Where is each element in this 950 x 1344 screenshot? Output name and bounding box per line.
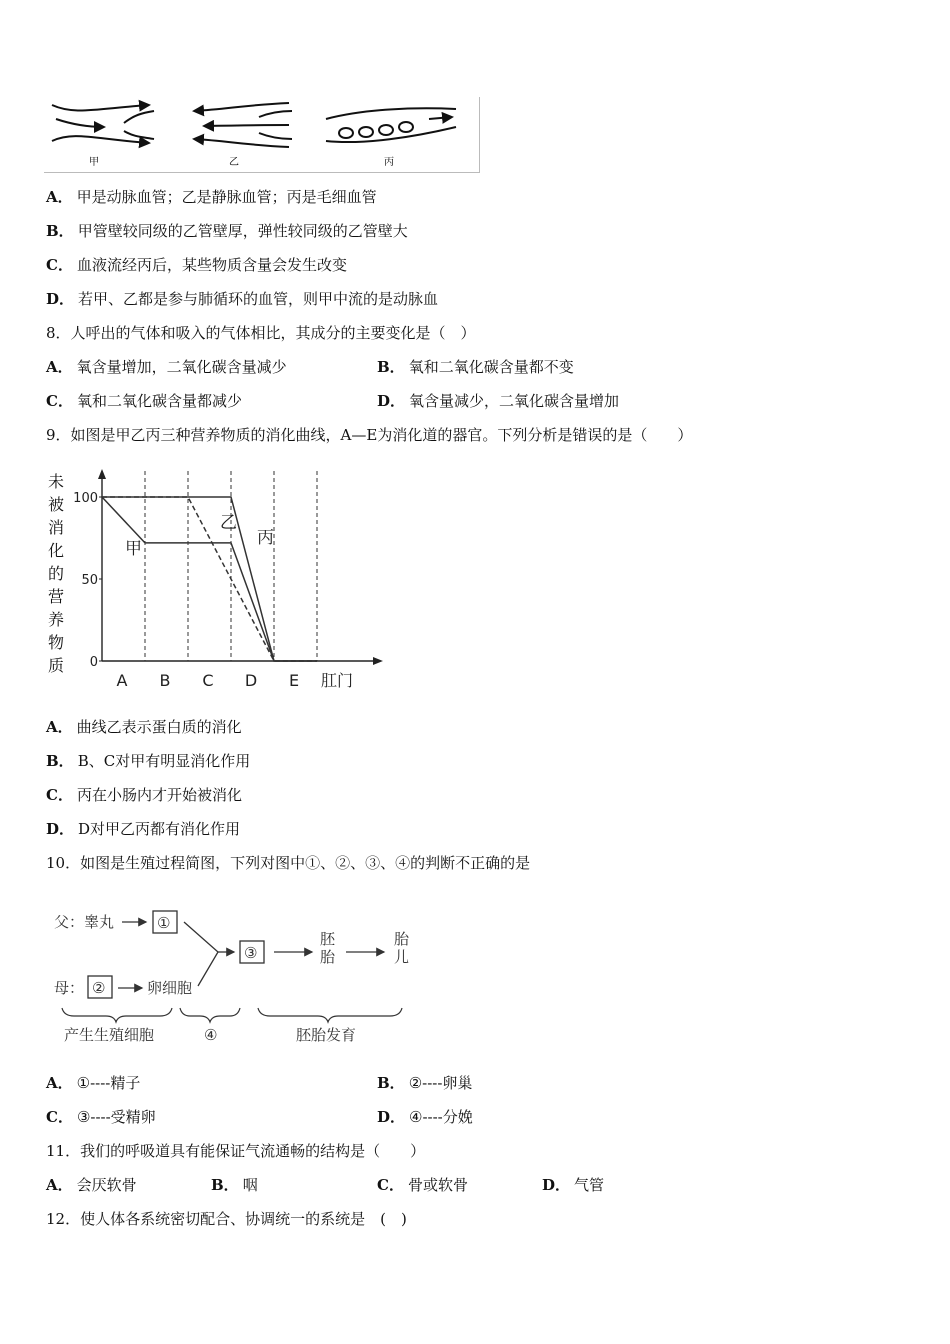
q8-option-c: C． 氧和二氧化碳含量都减少 (46, 392, 242, 410)
q10-option-d: D． ④----分娩 (377, 1108, 473, 1126)
vessel-label-jia: 甲 (89, 157, 99, 168)
q8-option-a: A． 氧含量增加，二氧化碳含量减少 (46, 358, 287, 376)
q12-stem: 12．使人体各系统密切配合、协调统一的系统是 ( ) (46, 1210, 407, 1228)
chart-x-tick-label: 肛门 (320, 671, 354, 690)
chart-y-tick-label: 50 (81, 573, 98, 588)
q9-option-a: A． 曲线乙表示蛋白质的消化 (46, 718, 242, 736)
q11-option-b: B． 咽 (211, 1176, 258, 1194)
diagram-stage-3: 胚胎发育 (296, 1026, 357, 1044)
q10-option-a: A． ①----精子 (46, 1074, 141, 1092)
chart-series-label-甲: 甲 (125, 539, 142, 559)
chart-x-tick-label: E (288, 671, 300, 690)
diagram-embryo: 胚胎 (320, 930, 336, 966)
vessel-label-yi: 乙 (229, 157, 239, 168)
chart-y-tick-label: 100 (73, 491, 98, 506)
diagram-stage-2: ④ (204, 1026, 218, 1044)
diagram-mother: 母： (54, 979, 85, 997)
vessel-label-bing: 丙 (384, 157, 394, 168)
q9-option-c: C． 丙在小肠内才开始被消化 (46, 786, 242, 804)
diagram-stage-1: 产生生殖细胞 (64, 1026, 155, 1044)
q10-option-c: C． ③----受精卵 (46, 1108, 156, 1126)
q7-option-d: D． 若甲、乙都是参与肺循环的血管，则甲中流的是动脉血 (46, 290, 439, 308)
diagram-box-1-label: ① (157, 914, 171, 932)
blood-vessel-figure (44, 97, 484, 172)
diagram-father: 父：睾丸 (54, 913, 115, 931)
diagram-box-2-label: ② (92, 979, 106, 997)
digestion-chart (70, 465, 390, 695)
chart-x-tick-label: C (202, 671, 214, 690)
q11-option-d: D． 气管 (542, 1176, 605, 1194)
q10-stem: 10．如图是生殖过程简图，下列对图中①、②、③、④的判断不正确的是 (46, 854, 531, 872)
q9-option-d: D． D对甲乙丙都有消化作用 (46, 820, 241, 838)
q11-stem: 11．我们的呼吸道具有能保证气流通畅的结构是（ ） (46, 1142, 426, 1160)
q11-option-c: C． 骨或软骨 (377, 1176, 468, 1194)
chart-y-tick-label: 0 (89, 655, 98, 670)
chart-series-label-乙: 乙 (220, 513, 237, 533)
chart-y-axis-arrow (98, 469, 106, 479)
chart-series-line-甲 (102, 497, 317, 661)
diagram-box-3-label: ③ (244, 944, 258, 962)
chart-x-tick-label: D (244, 671, 258, 690)
chart-series-label-丙: 丙 (257, 528, 274, 548)
chart-x-tick-label: A (116, 671, 128, 690)
q11-option-a: A． 会厌软骨 (46, 1176, 137, 1194)
reproduction-diagram (50, 900, 420, 1050)
q8-option-b: B． 氧和二氧化碳含量都不变 (377, 358, 574, 376)
diagram-egg: 卵细胞 (147, 979, 193, 997)
vessel-bing (326, 108, 456, 142)
vessel-jia (52, 105, 154, 143)
q10-option-b: B． ②----卵巢 (377, 1074, 473, 1092)
q8-stem: 8．人呼出的气体和吸入的气体相比，其成分的主要变化是（ ） (46, 324, 476, 342)
q7-option-c: C． 血液流经丙后，某些物质含量会发生改变 (46, 256, 347, 274)
chart-series-line-丙 (102, 497, 317, 661)
diagram-fetus: 胎儿 (394, 930, 410, 966)
chart-series-line-乙 (102, 497, 317, 661)
q9-option-b: B． B、C对甲有明显消化作用 (46, 752, 251, 770)
q7-option-b: B． 甲管壁较同级的乙管壁厚，弹性较同级的乙管壁大 (46, 222, 408, 240)
chart-x-tick-label: B (159, 671, 171, 690)
q9-stem: 9．如图是甲乙丙三种营养物质的消化曲线，A—E为消化道的器官。下列分析是错误的是（ ） (46, 426, 693, 444)
vessel-yi (194, 103, 292, 147)
q7-option-a: A． 甲是动脉血管；乙是静脉血管；丙是毛细血管 (46, 188, 377, 206)
chart-x-axis-arrow (373, 657, 383, 665)
chart-ylabel: 未被消化的营养物质 (48, 472, 65, 675)
q8-option-d: D． 氧含量减少，二氧化碳含量增加 (377, 392, 620, 410)
